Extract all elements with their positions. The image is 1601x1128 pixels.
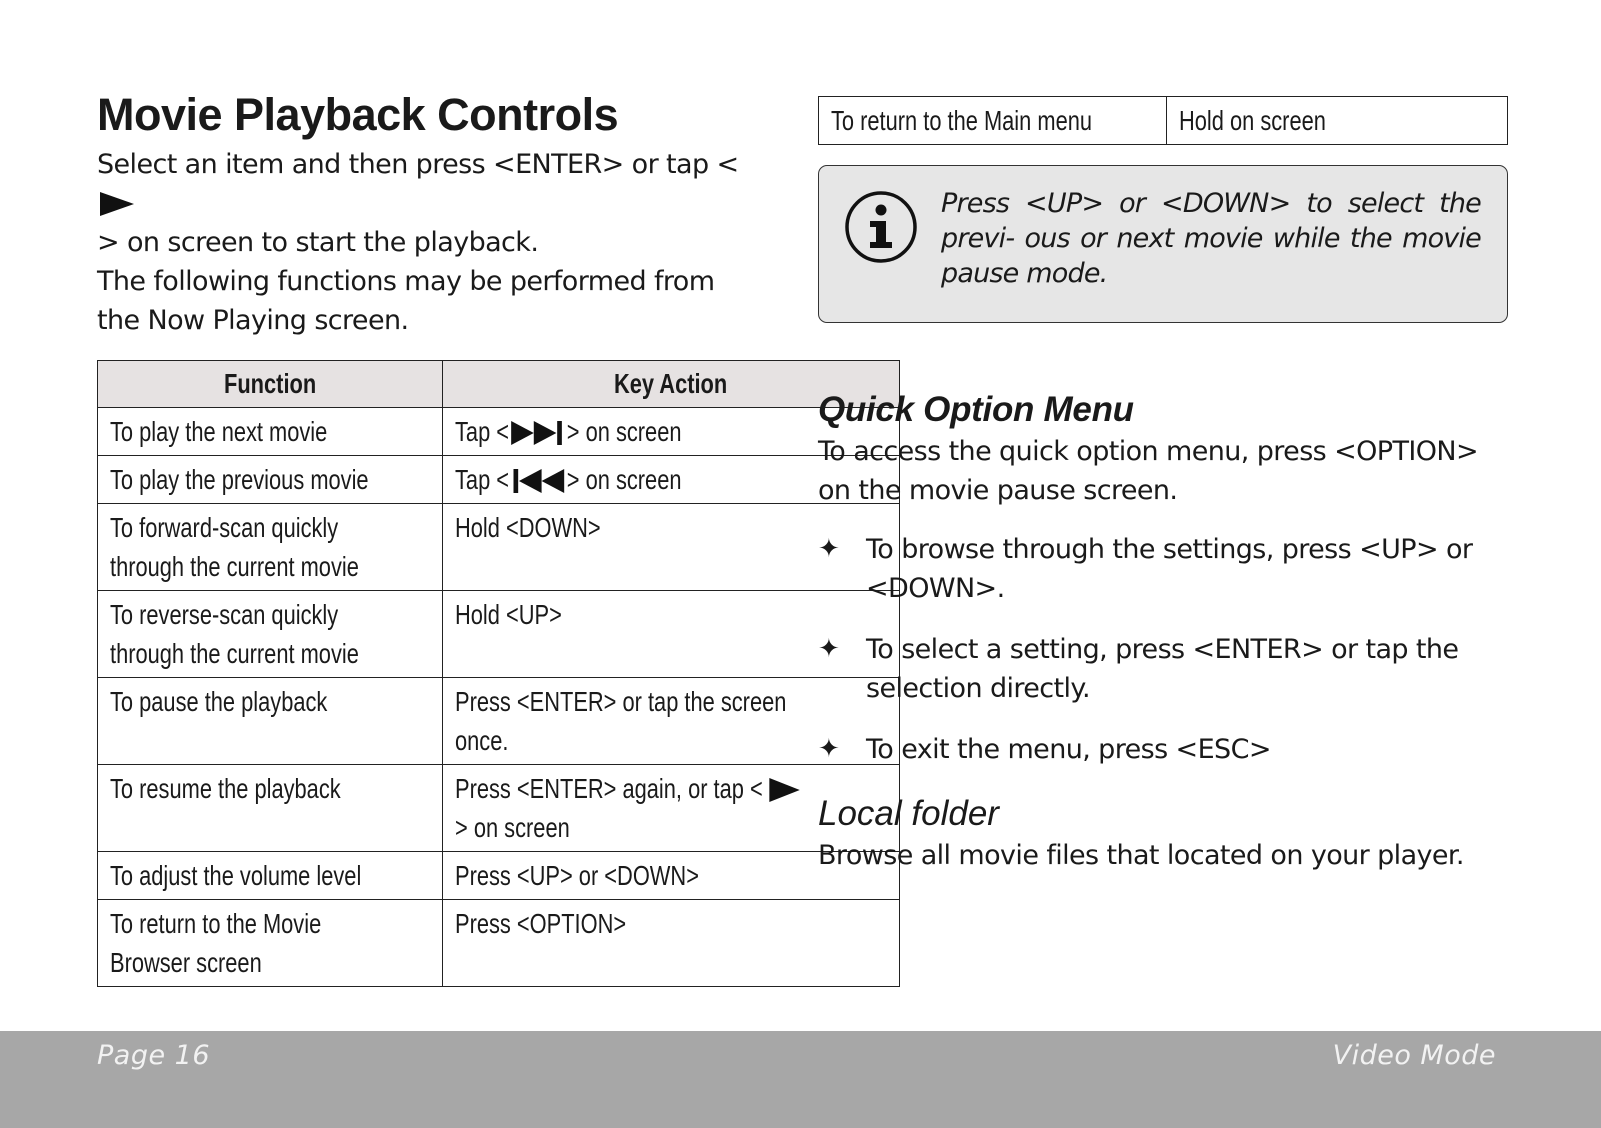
intro-text-line1: Select an item and then press <ENTER> or tap <: [97, 148, 739, 180]
function-cell: To play the next movie: [98, 407, 443, 455]
intro-text-line2: > on screen to start the playback.: [97, 226, 539, 258]
table-row: [819, 97, 1508, 145]
key-action-cell: Press <ENTER> or tap the screen once.: [442, 677, 900, 764]
key-action-cell: Hold on screen: [1166, 97, 1507, 145]
key-action-cell: Tap < > on screen: [442, 455, 900, 503]
next-track-icon: [510, 420, 565, 446]
page-footer: [0, 1031, 1601, 1128]
column-header-function: Function: [98, 360, 443, 407]
intro2-text-line1: The following functions may be performed from: [97, 265, 715, 297]
table-row: [98, 590, 900, 677]
function-cell: To reverse-scan quickly through the current movie: [98, 590, 443, 677]
function-cell: To resume the playback: [98, 764, 443, 851]
intro2-text-line2: the Now Playing screen.: [97, 304, 409, 336]
table-row: [98, 764, 900, 851]
info-note: [818, 165, 1508, 323]
quick-desc-line2: on the movie pause screen.: [818, 475, 1178, 506]
info-note-text: Press <UP> or <DOWN> to select the previ- ous or next movie while the movie pause mode.: [941, 188, 1481, 289]
quick-option-description: [818, 432, 1508, 510]
local-folder-heading: Local folder: [818, 794, 999, 833]
page-title: Movie Playback Controls: [97, 89, 619, 140]
function-cell: To return to the Main menu: [819, 97, 1167, 145]
function-cell: To return to the Movie Browser screen: [98, 899, 443, 986]
function-cell: To forward-scan quickly through the current movie: [98, 503, 443, 590]
main-menu-table: [818, 96, 1508, 145]
local-folder-description: Browse all movie files that located on your player.: [818, 840, 1464, 871]
list-item: ✦ To select a setting, press <ENTER> or tap the selection directly.: [818, 630, 1508, 708]
key-action-cell: Press <ENTER> again, or tap < > on screen: [442, 764, 900, 851]
info-icon: [844, 190, 918, 264]
left-column: [97, 86, 785, 987]
quick-option-list: [818, 530, 1508, 769]
function-cell: To pause the playback: [98, 677, 443, 764]
play-icon: [764, 777, 800, 803]
key-action-cell: Press <UP> or <DOWN>: [442, 851, 900, 899]
quick-option-menu-heading: Quick Option Menu: [818, 390, 1134, 429]
table-row: [98, 455, 900, 503]
section-name: Video Mode: [1332, 1040, 1496, 1071]
function-cell: To play the previous movie: [98, 455, 443, 503]
intro-paragraph-2: [97, 262, 785, 340]
key-action-cell: Press <OPTION>: [442, 899, 900, 986]
four-point-star-icon: ✦: [818, 734, 840, 764]
key-action-cell: Hold <UP>: [442, 590, 900, 677]
function-cell: To adjust the volume level: [98, 851, 443, 899]
table-header-row: [98, 360, 900, 407]
table-row: [98, 899, 900, 986]
key-action-cell: Hold <DOWN>: [442, 503, 900, 590]
four-point-star-icon: ✦: [818, 634, 840, 664]
intro-paragraph: [97, 145, 785, 262]
column-header-key-action: Key Action: [442, 360, 900, 407]
previous-track-icon: [510, 468, 565, 494]
list-item: ✦ To browse through the settings, press <UP> or <DOWN>.: [818, 530, 1508, 608]
table-row: [98, 503, 900, 590]
table-row: [98, 407, 900, 455]
table-row: [98, 677, 900, 764]
playback-controls-table: [97, 360, 900, 987]
play-icon: [99, 191, 135, 217]
page-number: Page 16: [97, 1040, 211, 1071]
table-row: [98, 851, 900, 899]
four-point-star-icon: ✦: [818, 534, 840, 564]
right-column: [818, 96, 1508, 875]
key-action-cell: Tap < > on screen: [442, 407, 900, 455]
list-item: ✦ To exit the menu, press <ESC>: [818, 730, 1508, 769]
quick-desc-line1: To access the quick option menu, press <OPTION>: [818, 436, 1478, 467]
